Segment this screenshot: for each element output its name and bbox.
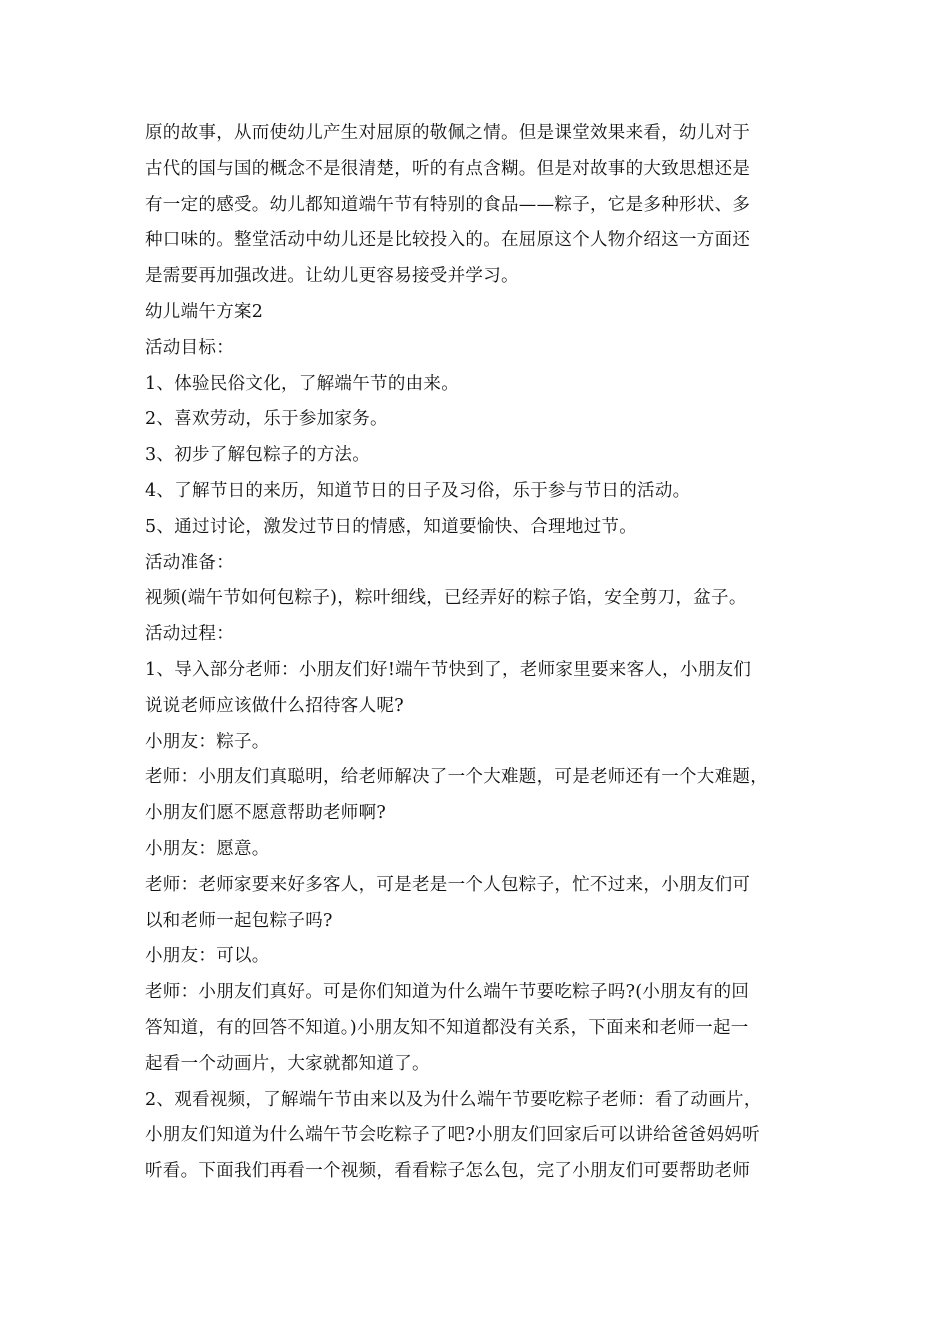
- section-heading: 幼儿端午方案2: [145, 301, 264, 322]
- list-item: 2、喜欢劳动，乐于参加家务。: [145, 409, 388, 430]
- dialogue-line: 老师：老师家要来好多客人，可是老是一个人包粽子，忙不过来，小朋友们可: [145, 874, 751, 895]
- paragraph-line: 视频(端午节如何包粽子)，粽叶细线，已经弄好的粽子馅，安全剪刀，盆子。: [145, 588, 747, 609]
- paragraph-line: 1、导入部分老师：小朋友们好!端午节快到了，老师家里要来客人，小朋友们: [145, 659, 752, 680]
- subheading-process: 活动过程：: [145, 624, 234, 645]
- dialogue-line: 小朋友：粽子。: [145, 731, 270, 752]
- dialogue-line: 答知道，有的回答不知道。)小朋友知不知道都没有关系，下面来和老师一起一: [145, 1017, 749, 1038]
- dialogue-line: 老师：小朋友们真聪明，给老师解决了一个大难题，可是老师还有一个大难题，: [145, 767, 768, 788]
- paragraph-line: 说说老师应该做什么招待客人呢?: [145, 695, 404, 716]
- subheading-goals: 活动目标：: [145, 337, 234, 358]
- dialogue-line: 小朋友们愿不愿意帮助老师啊?: [145, 803, 387, 824]
- paragraph-line: 小朋友们知道为什么端午节会吃粽子了吧?小朋友们回家后可以讲给爸爸妈妈听: [145, 1125, 760, 1146]
- list-item: 4、了解节日的来历，知道节日的日子及习俗，乐于参与节日的活动。: [145, 480, 691, 501]
- paragraph-line: 听看。下面我们再看一个视频，看看粽子怎么包，完了小朋友们可要帮助老师: [145, 1161, 751, 1182]
- dialogue-line: 以和老师一起包粽子吗?: [145, 910, 333, 931]
- dialogue-line: 小朋友：可以。: [145, 946, 270, 967]
- list-item: 5、通过讨论，激发过节日的情感，知道要愉快、合理地过节。: [145, 516, 638, 537]
- paragraph-line: 原的故事，从而使幼儿产生对屈原的敬佩之情。但是课堂效果来看，幼儿对于: [145, 123, 751, 143]
- dialogue-line: 小朋友：愿意。: [145, 838, 270, 859]
- paragraph-line: 2、观看视频，了解端午节由来以及为什么端午节要吃粽子老师：看了动画片，: [145, 1089, 762, 1110]
- paragraph-line: 古代的国与国的概念不是很清楚，听的有点含糊。但是对故事的大致思想还是: [145, 158, 751, 179]
- paragraph-line: 是需要再加强改进。让幼儿更容易接受并学习。: [145, 266, 519, 287]
- document-body: [145, 116, 825, 1190]
- paragraph-line: 种口味的。整堂活动中幼儿还是比较投入的。在屈原这个人物介绍这一方面还: [145, 230, 751, 251]
- list-item: 1、体验民俗文化，了解端午节的由来。: [145, 373, 460, 394]
- subheading-preparation: 活动准备：: [145, 552, 234, 573]
- dialogue-line: 起看一个动画片，大家就都知道了。: [145, 1053, 430, 1074]
- paragraph-line: 有一定的感受。幼儿都知道端午节有特别的食品——粽子，它是多种形状、多: [145, 194, 751, 215]
- list-item: 3、初步了解包粽子的方法。: [145, 445, 371, 466]
- dialogue-line: 老师：小朋友们真好。可是你们知道为什么端午节要吃粽子吗?(小朋友有的回: [145, 982, 750, 1003]
